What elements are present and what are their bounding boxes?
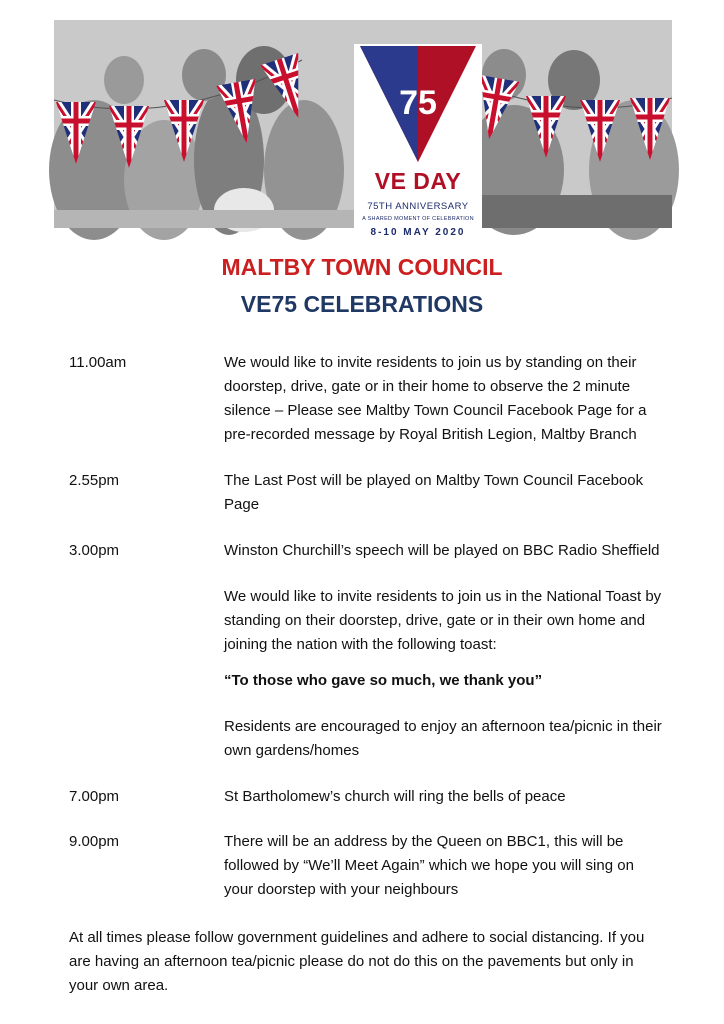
desc-line: standing on their doorstep, drive, gate or in their own home and — [224, 612, 646, 629]
time-label: 9.00pm — [69, 833, 120, 850]
flag-5 — [260, 53, 317, 124]
toast-quote: “To those who gave so much, we thank you” — [224, 672, 543, 689]
tea-description — [224, 715, 694, 763]
desc-line: silence – Please see Maltby Town Council Facebook Page for a — [224, 402, 647, 419]
time-label: 3.00pm — [69, 542, 120, 559]
desc-line: There will be an address by the Queen on BBC1, this will be — [224, 833, 624, 850]
logo-number: 75 — [399, 84, 437, 122]
desc-line: Page — [224, 496, 260, 513]
flag-8 — [526, 96, 566, 158]
shared-moment-text: A SHARED MOMENT OF CELEBRATION — [362, 216, 474, 222]
event-description — [224, 785, 694, 809]
event-description — [224, 830, 694, 902]
desc-line: joining the nation with the following toast: — [224, 636, 497, 653]
flag-9 — [580, 100, 620, 162]
flag-2 — [109, 106, 149, 168]
event-description — [224, 469, 694, 517]
council-title: MALTBY TOWN COUNCIL — [221, 254, 503, 280]
desc-line: Residents are encouraged to enjoy an afternoon tea/picnic in their — [224, 718, 662, 735]
social-distancing-notice — [69, 926, 705, 998]
time-label: 11.00am — [69, 354, 127, 371]
flag-3 — [164, 100, 204, 162]
desc-line: St Bartholomew’s church will ring the bells of peace — [224, 788, 566, 805]
celebrations-title: VE75 CELEBRATIONS — [240, 291, 484, 317]
flag-1 — [56, 102, 96, 164]
event-description — [224, 351, 694, 447]
time-label: 7.00pm — [69, 788, 120, 805]
desc-line: We would like to invite residents to join us in the National Toast by — [224, 588, 662, 605]
desc-line: doorstep, drive, gate or in their home to observe the 2 minute — [224, 378, 631, 395]
flag-10 — [630, 98, 670, 160]
ve-day-logo — [354, 44, 482, 248]
time-label: 2.55pm — [69, 472, 120, 489]
footer-line: are having an afternoon tea/picnic please do not do this on the pavements but only in — [69, 953, 634, 970]
ve-day-title: VE DAY — [374, 168, 462, 194]
footer-line: At all times please follow government guidelines and adhere to social distancing. If you — [69, 929, 645, 946]
event-description — [224, 539, 694, 563]
header-banner — [54, 20, 672, 238]
event-dates: 8-10 MAY 2020 — [370, 227, 466, 238]
anniversary-text: 75TH ANNIVERSARY — [367, 201, 469, 212]
toast-description — [224, 585, 694, 657]
footer-line: your own area. — [69, 977, 169, 994]
desc-line: own gardens/homes — [224, 742, 360, 759]
desc-line: followed by “We’ll Meet Again” which we hope you will sing on — [224, 857, 634, 874]
flag-4 — [216, 79, 266, 147]
desc-line: Winston Churchill’s speech will be played on BBC Radio Sheffield — [224, 542, 660, 559]
desc-line: your doorstep with your neighbours — [224, 881, 459, 898]
desc-line: We would like to invite residents to join us by standing on their — [224, 354, 637, 371]
desc-line: The Last Post will be played on Maltby Town Council Facebook — [224, 472, 644, 489]
desc-line: pre-recorded message by Royal British Legion, Maltby Branch — [224, 426, 637, 443]
